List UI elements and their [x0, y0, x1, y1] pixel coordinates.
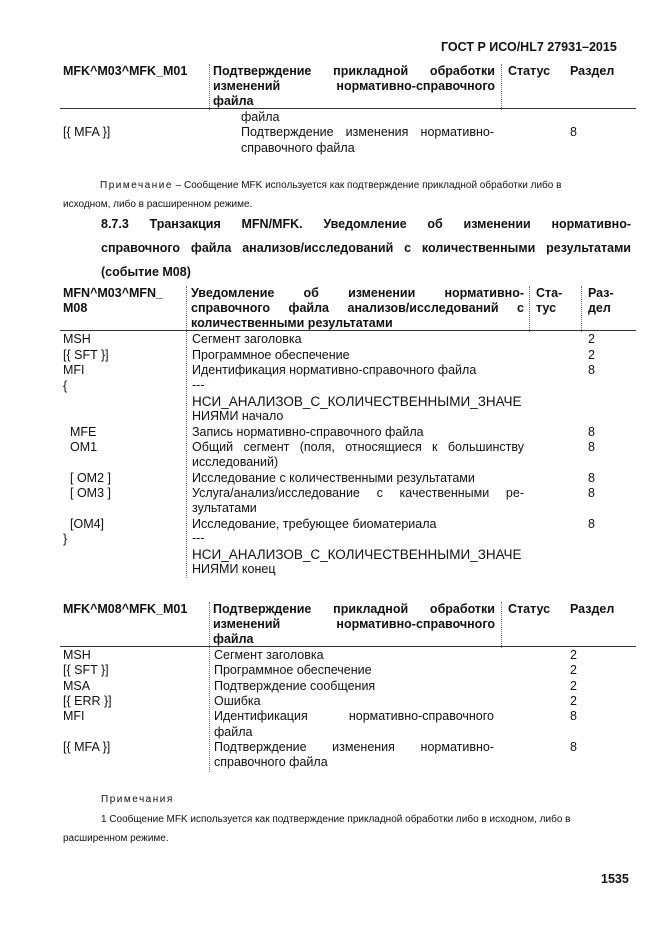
- note-label: Примечание: [100, 180, 173, 191]
- table-cell-segment: MSH: [63, 648, 91, 662]
- table-cell-chapter: 8: [570, 740, 577, 754]
- table-cell-name: Ошибка: [214, 694, 261, 708]
- table-cell-segment: [{ MFA }]: [63, 740, 111, 754]
- table-cell-segment: MFE: [70, 425, 97, 439]
- table-cell-name: исследований): [192, 455, 279, 469]
- table-cell-chapter: 2: [570, 663, 577, 677]
- table-header-chapter: Раздел: [570, 602, 615, 616]
- section-heading-line: 8.7.3 Транзакция MFN/MFK. Уведомление об изменении нормативно-: [101, 217, 631, 231]
- table-cell-name: справочного файла: [241, 141, 355, 155]
- table-cell-name: Подтверждение изменения нормативно-: [214, 740, 494, 754]
- note-first-line: [100, 176, 632, 195]
- table-cell-name: Программное обеспечение: [214, 663, 372, 677]
- table-cell-chapter: 2: [588, 332, 595, 346]
- table-header-name: файла: [213, 94, 254, 108]
- table-header-status: Ста-: [536, 286, 563, 300]
- table-cell-chapter: 2: [570, 694, 577, 708]
- table-cell-name: файла: [214, 725, 253, 739]
- table-cell-chapter: 8: [588, 486, 595, 500]
- table-cell-name: Идентификация нормативно-справочного: [214, 709, 494, 723]
- table-cell-chapter: 8: [588, 363, 595, 377]
- table-header-segment: M08: [63, 301, 88, 315]
- table-cell-name: зультатами: [192, 501, 257, 515]
- column-divider: [501, 602, 502, 648]
- table-header-segment: MFK^M03^MFK_M01: [63, 64, 188, 78]
- table-cell-segment: MFI: [63, 363, 85, 377]
- note-text: расширенном режиме.: [63, 833, 169, 844]
- table-header-name: файла: [213, 632, 254, 646]
- table-cell-chapter: 8: [588, 440, 595, 454]
- table-cell-chapter: 2: [588, 348, 595, 362]
- table-header-name: справочного файла анализов/исследований с: [191, 301, 524, 315]
- table-cell-segment: [ OM2 ]: [70, 471, 111, 485]
- table-header-status: Статус: [508, 602, 551, 616]
- table-header-chapter: Раз-: [588, 286, 614, 300]
- table-header-status: тус: [536, 301, 557, 315]
- table-cell-name: Услуга/анализ/исследование с качественными ре-: [192, 486, 524, 500]
- table-cell-name: Сегмент заголовка: [192, 332, 302, 346]
- table-rule: [60, 330, 636, 331]
- table-cell-name: НИЯМИ конец: [192, 562, 276, 576]
- table-header-name: Подтверждение прикладной обработки: [213, 602, 495, 616]
- table-cell-segment: {: [63, 379, 68, 393]
- table-cell-chapter: 8: [570, 709, 577, 723]
- table-cell-name: ---: [192, 531, 205, 545]
- table-header-segment: MFN^M03^MFN_: [63, 286, 164, 300]
- table-cell-segment: MSA: [63, 679, 91, 693]
- table-cell-segment: [ OM3 ]: [70, 486, 111, 500]
- note-text: исходном, либо в расширенном режиме.: [63, 199, 253, 210]
- table-cell-chapter: 8: [588, 517, 595, 531]
- table-cell-name: НСИ_АНАЛИЗОВ_С_КОЛИЧЕСТВЕННЫМИ_ЗНАЧЕ: [192, 394, 522, 409]
- note-label: Примечания: [101, 794, 174, 805]
- table-cell-chapter: 8: [588, 471, 595, 485]
- column-divider: [209, 64, 210, 110]
- column-divider: [581, 286, 582, 332]
- table-header-name: изменений нормативно-справочного: [213, 617, 495, 631]
- table-cell-name: НСИ_АНАЛИЗОВ_С_КОЛИЧЕСТВЕННЫМИ_ЗНАЧЕ: [192, 547, 522, 562]
- table-cell-chapter: 8: [588, 425, 595, 439]
- table-cell-chapter: 2: [570, 648, 577, 662]
- table-cell-segment: [{ MFA }]: [63, 125, 111, 139]
- table-cell-name: Запись нормативно-справочного файла: [192, 425, 424, 439]
- table-header-chapter: Раздел: [570, 64, 615, 78]
- table-cell-segment: MFI: [63, 709, 85, 723]
- section-heading-line: (событие M08): [101, 265, 191, 279]
- column-divider: [529, 286, 530, 332]
- table-cell-name: Подтверждение изменения нормативно-: [241, 125, 494, 139]
- table-header-status: Статус: [508, 64, 551, 78]
- table-cell-name: Исследование, требующее биоматериала: [192, 517, 437, 531]
- table-cell-segment: [OM4]: [70, 517, 105, 531]
- table-header-name: изменений нормативно-справочного: [213, 79, 495, 93]
- table-cell-segment: [{ SFT }]: [63, 663, 109, 677]
- table-cell-name: справочного файла: [214, 755, 328, 769]
- table-header-segment: MFK^M08^MFK_M01: [63, 602, 188, 616]
- table-cell-chapter: 2: [570, 679, 577, 693]
- table-cell-segment: MSH: [63, 332, 91, 346]
- table-cell-segment: }: [63, 532, 68, 546]
- table-cell-name: Программное обеспечение: [192, 348, 350, 362]
- column-divider: [209, 602, 210, 772]
- table-cell-name: ---: [192, 378, 205, 392]
- note-text: 1 Сообщение MFK используется как подтверждение прикладной обработки либо в исходном, либо в: [101, 814, 571, 825]
- table-cell-name: Сегмент заголовка: [214, 648, 324, 662]
- table-rule: [60, 108, 636, 109]
- table-cell-name: файла: [241, 110, 280, 124]
- table-cell-name: Идентификация нормативно-справочного файла: [192, 363, 477, 377]
- table-cell-segment: OM1: [70, 440, 98, 454]
- table-rule: [60, 646, 636, 647]
- document-standard-header: ГОСТ Р ИСО/HL7 27931–2015: [441, 40, 617, 54]
- column-divider: [186, 286, 187, 578]
- table-header-chapter: дел: [588, 301, 611, 315]
- column-divider: [501, 64, 502, 110]
- table-cell-segment: [{ ERR }]: [63, 694, 112, 708]
- table-header-name: количественными результатами: [191, 316, 393, 330]
- table-cell-name: Подтверждение сообщения: [214, 679, 376, 693]
- table-cell-name: Исследование с количественными результатами: [192, 471, 475, 485]
- table-header-name: Подтверждение прикладной обработки: [213, 64, 495, 78]
- table-cell-name: Общий сегмент (поля, относящиеся к большинству: [192, 440, 524, 454]
- page-number: 1535: [601, 872, 629, 886]
- table-header-name: Уведомление об изменении нормативно-: [191, 286, 524, 300]
- table-cell-segment: [{ SFT }]: [63, 348, 109, 362]
- table-cell-name: НИЯМИ начало: [192, 409, 284, 423]
- section-heading-line: справочного файла анализов/исследований с количественными результатами: [101, 241, 631, 255]
- table-cell-chapter: 8: [570, 125, 577, 139]
- note-text: – Сообщение MFK используется как подтверждение прикладной обработки либо в: [175, 180, 562, 191]
